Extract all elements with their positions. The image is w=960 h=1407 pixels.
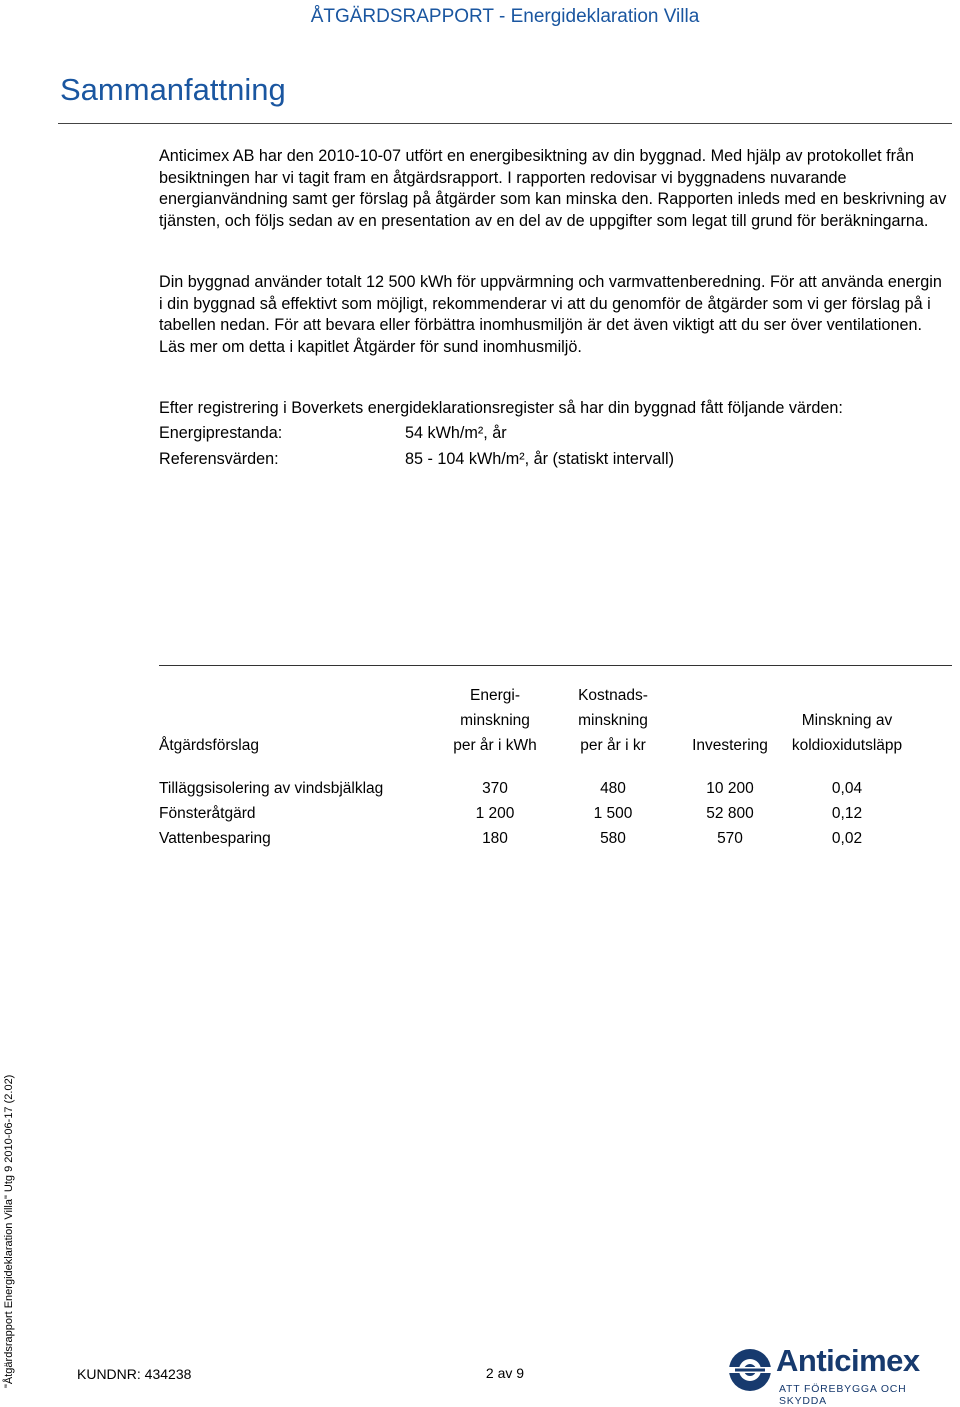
logo-tagline: ATT FÖREBYGGA OCH SKYDDA xyxy=(779,1383,907,1407)
energy-performance-label: Energiprestanda: xyxy=(159,424,283,442)
column-header-investment: Investering xyxy=(692,737,768,754)
report-header-title: ÅTGÄRDSRAPPORT - Energideklaration Villa xyxy=(310,6,700,27)
cell-co2: 0,12 xyxy=(831,805,863,822)
usage-paragraph: Din byggnad använder totalt 12 500 kWh för uppvärmning och varmvattenberedning. För att använda energin i din byggnad så effektivt som möjligt, rekommenderar vi att du genomför de åtgärder som vi ger förslag på i tabellen nedan. För att bevara eller förbättra inomhusmiljön är det även viktigt att du ser över ventilationen. Läs mer om detta i kapitlet Åtgärder för sund inomhusmiljö. xyxy=(159,273,942,356)
customer-number: KUNDNR: 434238 xyxy=(77,1366,192,1382)
cell-energy: 180 xyxy=(482,830,508,847)
column-header-energy: Energi- minskning per år i kWh xyxy=(453,687,537,754)
cell-co2: 0,02 xyxy=(831,830,863,847)
cell-energy: 370 xyxy=(482,780,508,797)
registration-paragraph: Efter registrering i Boverkets energideklarationsregister så har din byggnad fått följande värden: xyxy=(159,399,843,417)
cell-co2: 0,04 xyxy=(831,780,863,797)
logo-wordmark: Anticimex xyxy=(776,1343,920,1378)
reference-values-label: Referensvärden: xyxy=(159,450,279,468)
cell-cost: 580 xyxy=(600,830,626,847)
column-header-cost: Kostnads- minskning per år i kr xyxy=(578,687,648,754)
page-number: 2 av 9 xyxy=(485,1365,525,1381)
reference-values-value: 85 - 104 kWh/m², år (statiskt intervall) xyxy=(405,450,674,468)
cell-investment: 10 200 xyxy=(706,780,754,797)
column-header-co2: Minskning av koldioxidutsläpp xyxy=(791,712,903,754)
cell-investment: 52 800 xyxy=(706,805,754,822)
intro-paragraph: Anticimex AB har den 2010-10-07 utfört en energibesiktning av din byggnad. Med hjälp av protokollet från besiktningen har vi tagit fram en åtgärdsrapport. I rapporten redovisar vi byggnadens nuvarande energianvändning samt ger förslag på åtgärder som kan minska den. Rapporten inleds med en beskrivning av tjänsten, och följs sedan av en presentation av en del av de uppgifter som legat till grund för beräkningarna. xyxy=(159,147,947,230)
anticimex-logo xyxy=(727,1343,955,1407)
section-divider xyxy=(58,123,952,124)
energy-performance-value: 54 kWh/m², år xyxy=(405,424,507,442)
document-version-note: "Åtgärdsrapport Energideklaration Villa" Utg 9 2010-06-17 (2.02) xyxy=(3,1074,15,1388)
cell-investment: 570 xyxy=(717,830,743,847)
section-title: Sammanfattning xyxy=(60,72,286,107)
cell-cost: 1 500 xyxy=(593,805,633,822)
table-top-divider xyxy=(159,665,952,666)
cell-action: Fönsteråtgärd xyxy=(159,805,256,822)
cell-energy: 1 200 xyxy=(475,805,515,822)
cell-action: Tilläggsisolering av vindsbjälklag xyxy=(159,780,384,797)
anticimex-logo-icon xyxy=(727,1347,773,1393)
cell-action: Vattenbesparing xyxy=(159,830,271,847)
cell-cost: 480 xyxy=(600,780,626,797)
column-header-action: Åtgärdsförslag xyxy=(159,737,259,754)
